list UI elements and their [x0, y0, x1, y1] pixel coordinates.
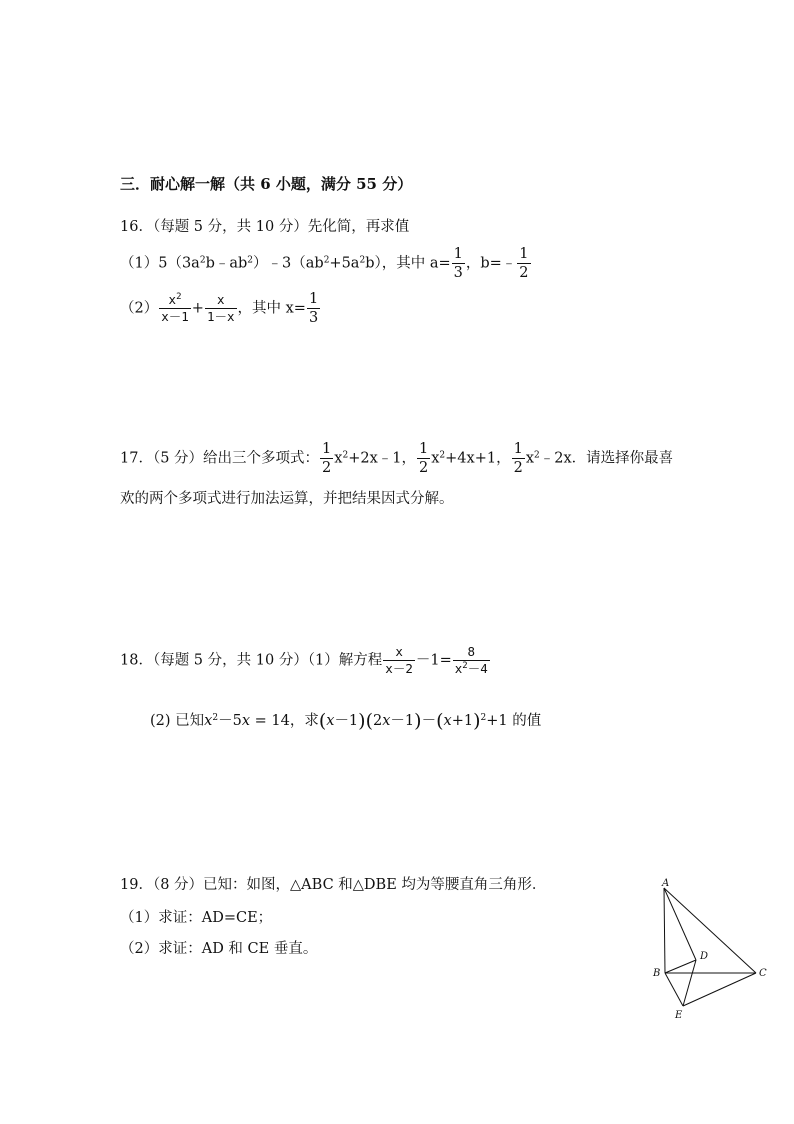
fraction-x-value: $\frac{1}{3}$ — [308, 291, 319, 326]
q18-line1 — [120, 646, 491, 675]
segment-ac — [664, 888, 756, 973]
label-b: B — [653, 968, 661, 979]
fraction-half-3: $\frac{1}{2}$ — [513, 441, 523, 476]
fraction-b-value: $\frac{1}{2}$ — [519, 246, 529, 281]
q16-heading: 16．（每题 5 分，共 10 分）先化简，再求值 — [120, 219, 410, 235]
minus-one-equals: －1= — [415, 652, 452, 669]
fraction-8-over-x2-minus-4: $\frac{8}{x^2-4}$ — [454, 644, 488, 676]
segment-ad — [664, 888, 696, 960]
q16-part1-sup-a: 2 — [199, 255, 206, 266]
plus-sign: + — [191, 300, 204, 317]
q17-line2: 欢的两个多项式进行加法运算，并把结果因式分解。 — [120, 491, 454, 507]
q16-part1-sup-b: 2 — [247, 255, 254, 266]
segment-ab — [664, 888, 665, 973]
q16-part1-label: （1） — [120, 255, 159, 272]
q16-part1 — [120, 247, 532, 280]
q19-heading: 19．（8 分）已知：如图，△ABC 和△DBE 均为等腰直角三角形． — [120, 877, 547, 893]
label-c: C — [759, 968, 767, 979]
q18-heading: 18．（每题 5 分，共 10 分）（1）解方程 — [120, 652, 383, 669]
q16-part2 — [120, 292, 321, 325]
fraction-x2-over-x-minus-1: $\frac{x^2}{x-1}$ — [161, 292, 189, 324]
triangle-figure — [648, 876, 778, 1026]
q16-part1-sup-c: 2 — [323, 255, 330, 266]
fraction-a-value: $\frac{1}{3}$ — [453, 246, 463, 281]
q19-part1: （1）求证：AD=CE； — [120, 910, 273, 926]
q18-part2-label: (2) 已知 — [150, 713, 205, 729]
q16-part2-label: （2） — [120, 300, 159, 317]
q16-part1-sup-d: 2 — [359, 255, 366, 266]
fraction-x-over-1-minus-x: $\frac{x}{1-x}$ — [206, 292, 235, 324]
section-title: 三．耐心解一解（共 6 小题，满分 55 分） — [120, 175, 413, 193]
q16-part1-expr-d: +5a — [329, 255, 360, 272]
q18-part2: (2) 已知$x^2-5x = 14$，求$(x-1)(2x-1)-(x+1)^2+1$ 的值 — [150, 710, 542, 732]
q16-part1-expr-e: b），其中 a= — [365, 255, 451, 272]
segment-ce — [683, 973, 756, 1006]
q17-intro: 17．（5 分）给出三个多项式： — [120, 450, 320, 467]
fraction-half-1: $\frac{1}{2}$ — [322, 441, 332, 476]
segment-be — [665, 973, 683, 1006]
fraction-half-2: $\frac{1}{2}$ — [418, 441, 429, 476]
q16-part1-expr-c: ）﹣3（ab — [253, 255, 324, 272]
fraction-x-over-x-minus-2: $\frac{x}{x-2}$ — [385, 644, 413, 676]
segment-de — [683, 960, 696, 1006]
segment-bd — [665, 960, 696, 973]
label-d: D — [700, 951, 709, 962]
q16-part1-expr-b: b﹣ab — [205, 255, 248, 272]
q16-part1-expr-a: 5（3a — [158, 255, 200, 272]
label-a: A — [662, 878, 670, 889]
q16-part2-tail: ，其中 x= — [237, 300, 306, 317]
q19-part2: （2）求证：AD 和 CE 垂直。 — [120, 941, 318, 957]
q16-part1-comma: ，b=﹣ — [465, 255, 517, 272]
label-e: E — [675, 1010, 683, 1021]
q17-line1: 17．（5 分）给出三个多项式： $\frac{1}{2}$ $x^2+2x﹣1$， $\frac{1}{2}$ $x^2+4x+1$， $\frac{1}{2}$ $x^2﹣2x$．请选择你最喜 — [120, 441, 674, 476]
